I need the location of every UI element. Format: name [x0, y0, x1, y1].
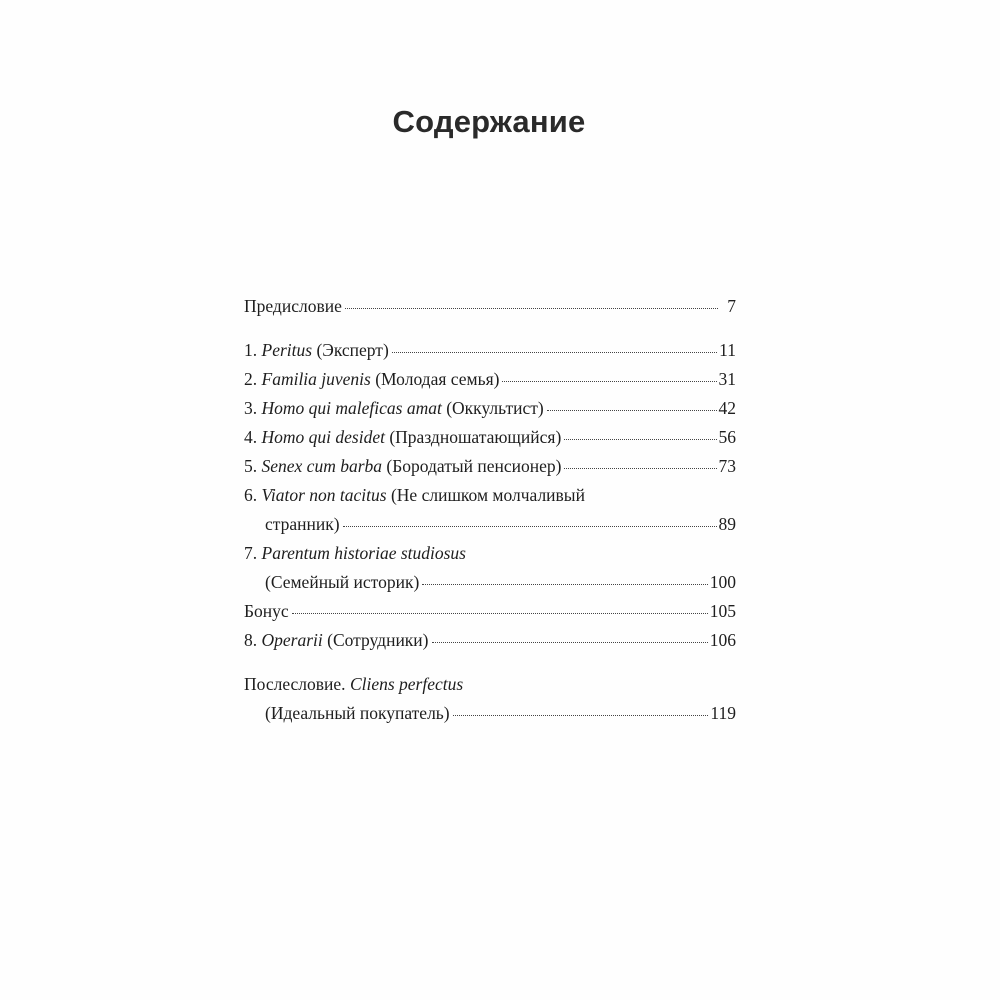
- dot-leader: [453, 715, 709, 716]
- latin-title: Parentum historiae studiosus: [261, 543, 466, 563]
- chapter-number: 4.: [244, 427, 258, 447]
- latin-title: Peritus: [261, 340, 313, 360]
- dot-leader: [422, 584, 707, 585]
- latin-title: Familia juvenis: [261, 369, 371, 389]
- russian-title: (Молодая семья): [375, 369, 500, 389]
- chapter-number: 1.: [244, 340, 258, 360]
- toc-entry-chapter-6[interactable]: [244, 481, 736, 539]
- table-of-contents: [244, 292, 736, 728]
- toc-page-number: 42: [718, 398, 736, 418]
- toc-label-line-1: [244, 670, 736, 699]
- afterword-prefix: Послесловие.: [244, 674, 346, 694]
- latin-title: Homo qui maleficas amat: [261, 398, 442, 418]
- dot-leader: [345, 308, 718, 309]
- dot-leader: [564, 439, 716, 440]
- toc-label: Предисловие: [244, 296, 342, 316]
- chapter-number: 3.: [244, 398, 258, 418]
- toc-page-number: 100: [709, 572, 736, 592]
- dot-leader: [292, 613, 708, 614]
- toc-page-number: 89: [718, 514, 736, 534]
- russian-title: (Сотрудники): [327, 630, 429, 650]
- toc-entry-chapter-3[interactable]: [244, 394, 736, 423]
- dot-leader: [547, 410, 717, 411]
- toc-entry-preface[interactable]: [244, 292, 736, 321]
- dot-leader: [564, 468, 716, 469]
- dot-leader: [502, 381, 716, 382]
- russian-title: (Не слишком молчаливый: [390, 485, 585, 505]
- toc-entry-bonus[interactable]: [244, 597, 736, 626]
- russian-title: (Бородатый пенсионер): [386, 456, 562, 476]
- toc-entry-chapter-4[interactable]: [244, 423, 736, 452]
- toc-entry-chapter-8[interactable]: [244, 626, 736, 655]
- toc-label: [244, 452, 561, 481]
- toc-page-number: 11: [719, 340, 736, 360]
- toc-label: [244, 423, 561, 452]
- russian-title: (Идеальный покупатель): [265, 703, 450, 723]
- toc-label: [244, 626, 429, 655]
- chapter-number: 7.: [244, 543, 258, 563]
- toc-page-number: 7: [727, 296, 736, 316]
- latin-title: Viator non tacitus: [261, 485, 387, 505]
- toc-page-number: 56: [718, 427, 736, 447]
- dot-leader: [392, 352, 717, 353]
- toc-label-line-2: [244, 568, 736, 597]
- russian-title: (Семейный историк): [265, 572, 420, 592]
- toc-label: Бонус: [244, 601, 289, 621]
- page-title: Содержание: [392, 104, 586, 139]
- toc-page-number: 73: [718, 456, 736, 476]
- russian-title: (Праздношатающийся): [389, 427, 562, 447]
- latin-title: Homo qui desidet: [261, 427, 385, 447]
- latin-title: Operarii: [261, 630, 323, 650]
- dot-leader: [343, 526, 717, 527]
- toc-entry-chapter-5[interactable]: [244, 452, 736, 481]
- chapter-number: 5.: [244, 456, 258, 476]
- toc-entry-chapter-2[interactable]: [244, 365, 736, 394]
- toc-label: [244, 365, 499, 394]
- dot-leader: [432, 642, 708, 643]
- russian-title: (Эксперт): [316, 340, 389, 360]
- toc-label-line-1: [244, 539, 736, 568]
- toc-entry-chapter-7[interactable]: [244, 539, 736, 597]
- toc-label-line-2: [244, 510, 736, 539]
- toc-entry-afterword[interactable]: [244, 670, 736, 728]
- russian-title-continued: странник): [265, 514, 340, 534]
- toc-page-number: 106: [709, 630, 736, 650]
- russian-title: (Оккультист): [446, 398, 544, 418]
- toc-page-number: 31: [718, 369, 736, 389]
- toc-label-line-1: [244, 481, 736, 510]
- chapter-number: 2.: [244, 369, 258, 389]
- toc-label: [244, 336, 389, 365]
- toc-label-line-2: [244, 699, 736, 728]
- chapter-number: 8.: [244, 630, 258, 650]
- toc-page-number: 105: [709, 601, 736, 621]
- latin-title: Cliens perfectus: [349, 674, 464, 694]
- latin-title: Senex cum barba: [261, 456, 383, 476]
- toc-entry-chapter-1[interactable]: [244, 336, 736, 365]
- toc-label: [244, 394, 544, 423]
- chapter-number: 6.: [244, 485, 258, 505]
- toc-page-number: 119: [710, 703, 736, 723]
